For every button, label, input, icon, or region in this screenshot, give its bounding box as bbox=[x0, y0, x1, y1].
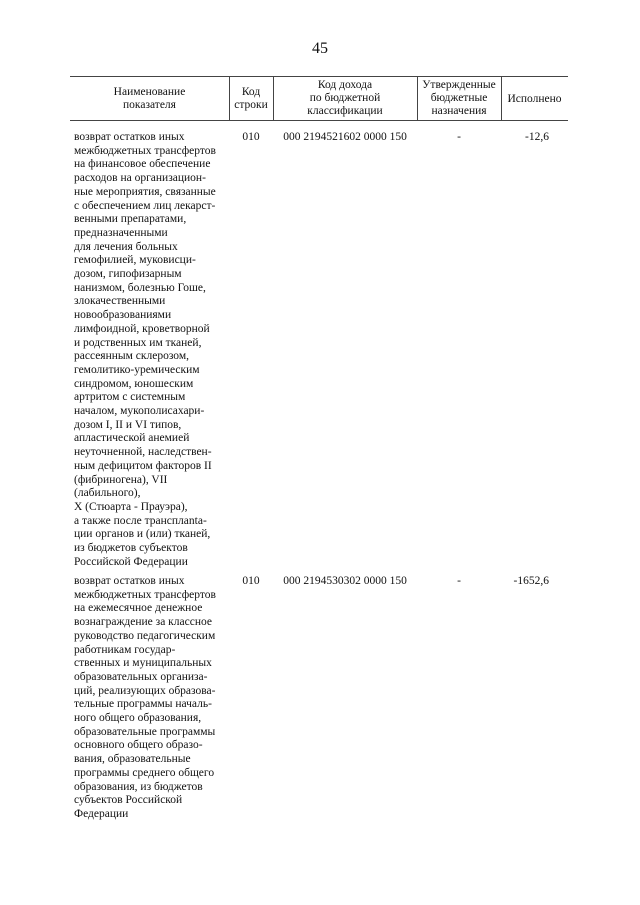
row-approved: - bbox=[457, 131, 461, 143]
row-code: 010 bbox=[242, 131, 260, 143]
header-executed: Исполнено bbox=[507, 93, 562, 105]
row-name: возврат остатков иных межбюджетных трансфертов на финансовое обеспечение расходов на организацион- ные мероприятия, связанные с обеспечением лиц лекарст- венными препаратами, предназначенными для лечения больных гемофилией, муковисци- дозом, гипофизарным нанизмом, болезнью Гоше, злокачественными новообразованиями лимфоидной, кроветворной и родственных им тканей, рассеянным склерозом, гемолитико-уремическим синдромом, юношеским артритом с системным началом, мукополисахари- дозом I, II и VI типов, апластической анемией неуточненной, наследствен- ным дефицитом факторов II (фибриногена), VII (лабильного), X (Стюарта - Прауэра), а также после трансплanta- ции органов и (или) тканей, из бюджетов субъектов Российской Федерации bbox=[74, 131, 216, 568]
header-code: Код строки bbox=[234, 86, 268, 111]
page-number: 45 bbox=[312, 40, 328, 57]
row-approved: - bbox=[457, 575, 461, 587]
row-name: возврат остатков иных межбюджетных трансфертов на ежемесячное денежное вознаграждение за классное руководство педагогическим работникам государ- ственных и муниципальных образовательных организа- ций, реализующих образова- тельные программы началь- ного общего образования, образовательные программы основного общего образо- вания, образовательные программы среднего общего образования, из бюджетов субъектов Российской Федерации bbox=[74, 575, 216, 820]
header-name: Наименование показателя bbox=[113, 86, 186, 111]
row-executed: -1652,6 bbox=[513, 575, 549, 587]
row-income-code: 000 2194530302 0000 150 bbox=[283, 575, 407, 587]
table-header-bottom-border bbox=[70, 120, 568, 121]
table-top-border bbox=[70, 76, 568, 77]
header-approved: Утвержденные бюджетные назначения bbox=[422, 79, 496, 117]
header-income-code: Код дохода по бюджетной классификации bbox=[307, 79, 383, 117]
row-income-code: 000 2194521602 0000 150 bbox=[283, 131, 407, 143]
row-code: 010 bbox=[242, 575, 260, 587]
row-executed: -12,6 bbox=[525, 131, 549, 143]
